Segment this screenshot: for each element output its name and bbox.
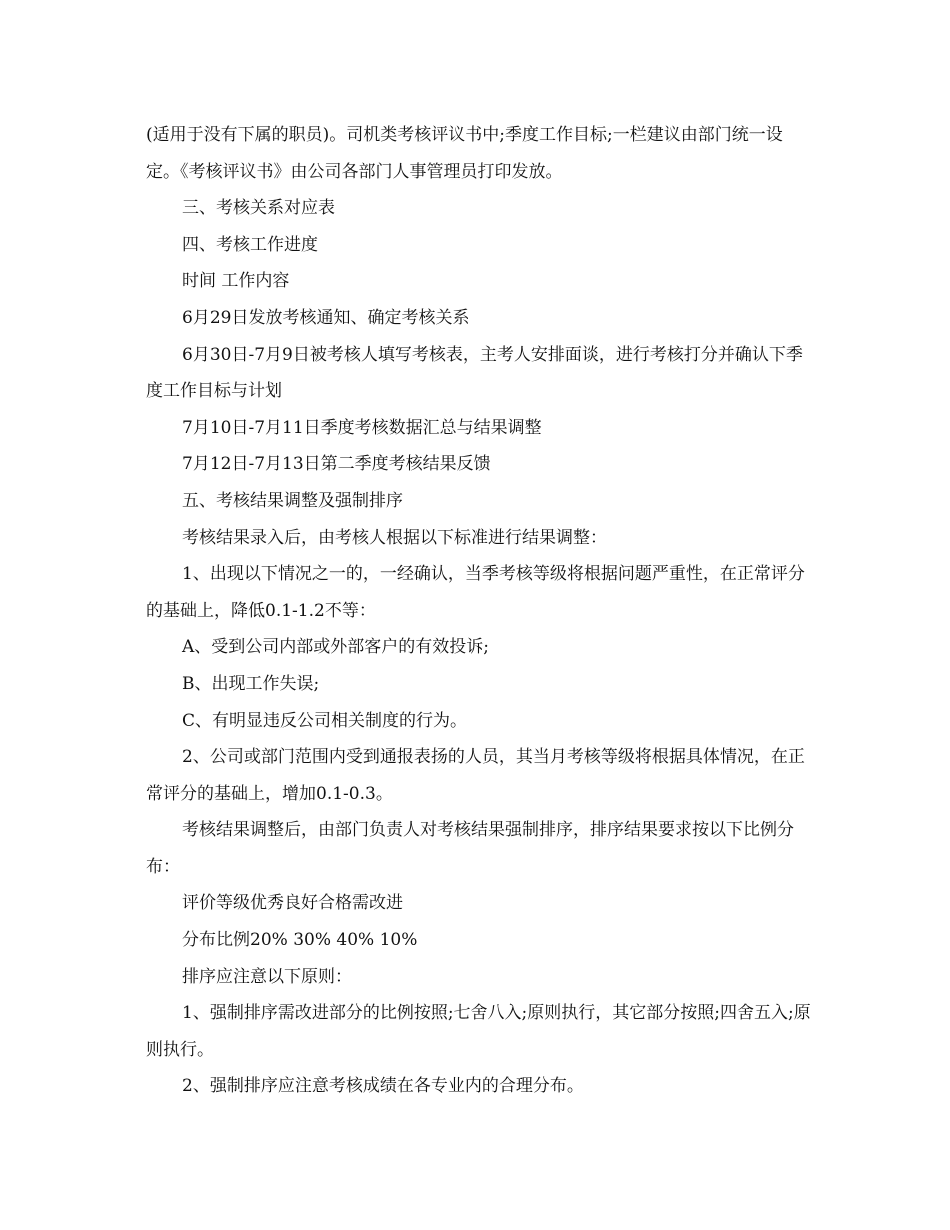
schedule-item: 6月30日-7月9日被考核人填写考核表，主考人安排面谈，进行考核打分并确认下季度工作目标与计划 — [146, 344, 803, 402]
schedule-item: 7月12日-7月13日第二季度考核结果反馈 — [182, 454, 491, 475]
document-page — [146, 117, 811, 1105]
paragraph-ranking-principles: 排序应注意以下原则： — [182, 966, 352, 987]
rule-subitem: A、受到公司内部或外部客户的有效投诉; — [182, 637, 490, 658]
schedule-header: 时间 工作内容 — [182, 271, 290, 292]
paragraph-forced-ranking: 考核结果调整后，由部门负责人对考核结果强制排序，排序结果要求按以下比例分布： — [146, 820, 794, 877]
section-heading-relationship-table: 三、考核关系对应表 — [182, 198, 335, 219]
principle-item: 1、强制排序需改进部分的比例按照;七舍八入;原则执行，其它部分按照;四舍五入;原则执行。 — [146, 1003, 811, 1060]
distribution-ratios: 分布比例20% 30% 40% 10% — [182, 930, 418, 951]
paragraph-adjustment-intro: 考核结果录入后，由考核人根据以下标准进行结果调整： — [182, 527, 607, 548]
principle-item: 2、强制排序应注意考核成绩在各专业内的合理分布。 — [182, 1076, 584, 1097]
rule-item-bonus: 2、公司或部门范围内受到通报表扬的人员，其当月考核等级将根据具体情况，在正常评分的基础上，增加0.1-0.3。 — [146, 747, 805, 804]
section-heading-result-adjustment: 五、考核结果调整及强制排序 — [182, 490, 403, 511]
distribution-grades: 评价等级优秀良好合格需改进 — [182, 893, 403, 914]
rule-item-deduction: 1、出现以下情况之一的，一经确认，当季考核等级将根据问题严重性，在正常评分的基础上，降低0.1-1.2不等： — [146, 564, 805, 621]
rule-subitem: B、出现工作失误; — [182, 673, 320, 694]
paragraph-evaluation-form-note: (适用于没有下属的职员)。司机类考核评议书中;季度工作目标;一栏建议由部门统一设定。《考核评议书》由公司各部门人事管理员打印发放。 — [146, 125, 783, 182]
section-heading-schedule: 四、考核工作进度 — [182, 234, 318, 255]
rule-subitem: C、有明显违反公司相关制度的行为。 — [182, 710, 468, 731]
schedule-item: 7月10日-7月11日季度考核数据汇总与结果调整 — [182, 417, 542, 438]
schedule-item: 6月29日发放考核通知、确定考核关系 — [182, 307, 470, 328]
